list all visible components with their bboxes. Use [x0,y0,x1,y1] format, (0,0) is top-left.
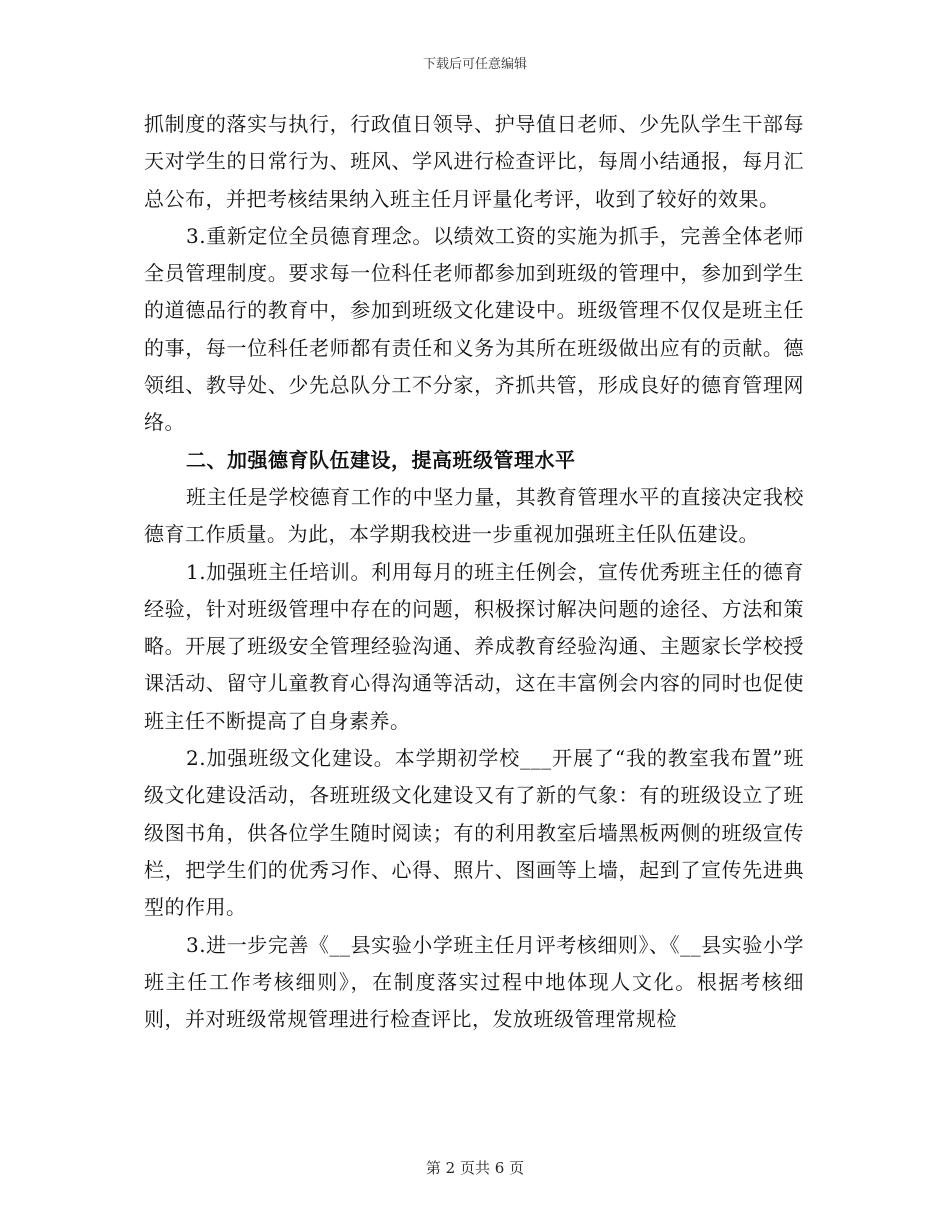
page-number: 第 2 页共 6 页 [425,1159,525,1177]
paragraph-item-1-training: 1.加强班主任培训。利用每月的班主任例会，宣传优秀班主任的德育经验，针对班级管理中存在的问题，积极探讨解决问题的途径、方法和策略。开展了班级安全管理经验沟通、养成教育经验沟通、主题家长学校授课活动、留守儿童教育心得沟通等活动，这在丰富例会内容的同时也促使班主任不断提高了自身素养。 [144,559,804,733]
paragraph-item-3-moral-education: 3.重新定位全员德育理念。以绩效工资的实施为抓手，完善全体老师全员管理制度。要求每一位科任老师都参加到班级的管理中，参加到学生的道德品行的教育中，参加到班级文化建设中。班级管理不仅仅是班主任的事，每一位科任老师都有责任和义务为其所在班级做出应有的贡献。德领组、教导处、少先总队分工不分家，齐抓共管，形成良好的德育管理网络。 [144,223,804,435]
page-header: 下载后可任意编辑 [422,57,527,72]
section-heading: 二、加强德育队伍建设，提高班级管理水平 [186,447,576,472]
paragraph-item-2-class-culture: 2.加强班级文化建设。本学期初学校___开展了“我的教室我布置”班级文化建设活动，各班班级文化建设又有了新的气象：有的班级设立了班级图书角，供各位学生随时阅读；有的利用教室后墙黑板两侧的班级宣传栏，把学生们的优秀习作、心得、照片、图画等上墙，起到了宣传先进典型的作用。 [144,746,804,920]
document-body [144,106,804,1038]
paragraph-continuation: 抓制度的落实与执行，行政值日领导、护导值日老师、少先队学生干部每天对学生的日常行为、班风、学风进行检查评比，每周小结通报，每月汇总公布，并把考核结果纳入班主任月评量化考评，收到了较好的效果。 [144,112,804,211]
paragraph-section-intro: 班主任是学校德育工作的中坚力量，其教育管理水平的直接决定我校德育工作质量。为此，本学期我校进一步重视加强班主任队伍建设。 [144,484,804,547]
paragraph-item-3-rules: 3.进一步完善《__县实验小学班主任月评考核细则》、《__县实验小学班主任工作考核细则》，在制度落实过程中地体现人文化。根据考核细则，并对班级常规管理进行检查评比，发放班级管理常规检 [144,932,804,1032]
